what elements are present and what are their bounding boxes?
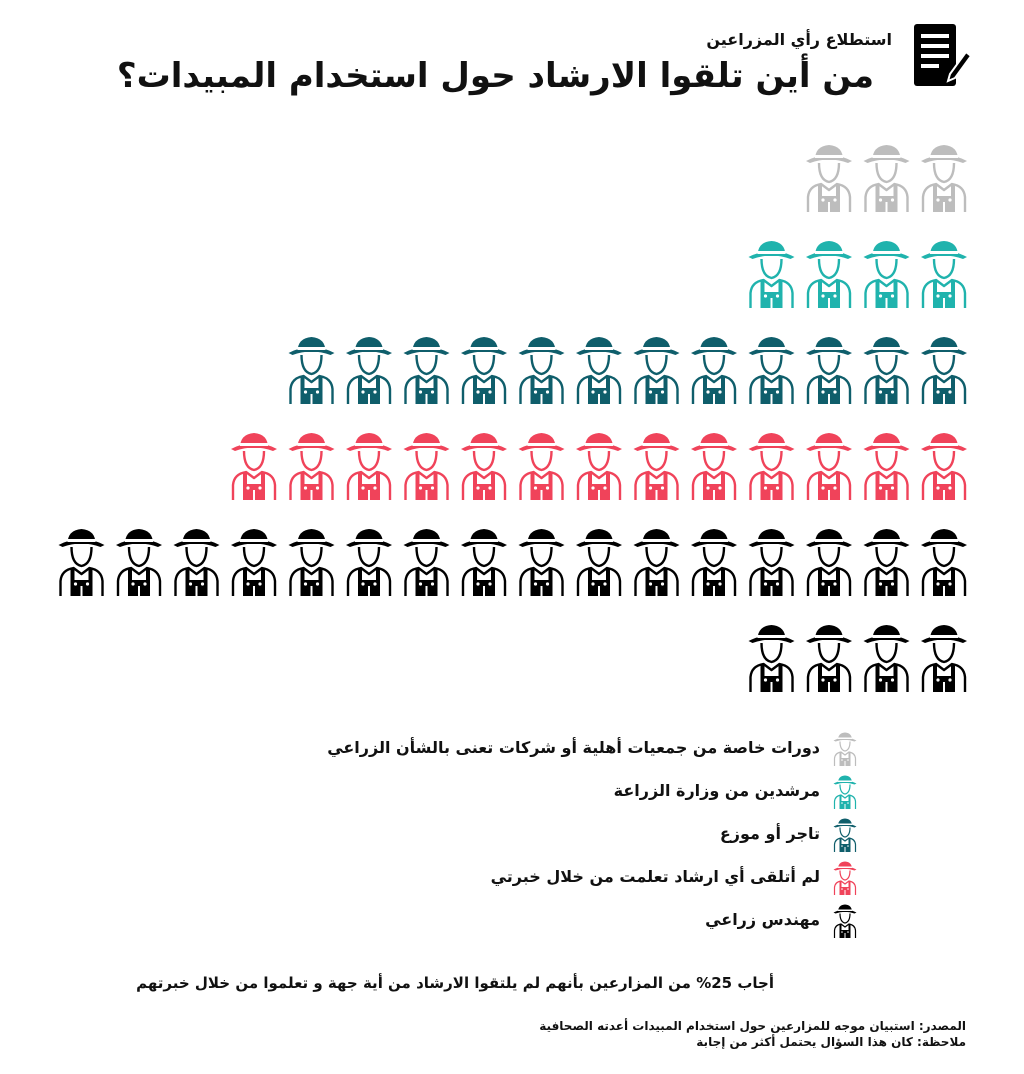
farmer-icon xyxy=(864,625,910,692)
legend-item-no-guidance xyxy=(218,855,858,898)
farmer-icon xyxy=(749,625,795,692)
note-text: أجاب 25% من المزارعين بأنهم لم يلتقوا الارشاد من أية جهة و تعلموا من خلال خبرتهم xyxy=(136,974,774,992)
legend-label: مرشدين من وزارة الزراعة xyxy=(613,781,820,800)
source-line: المصدر: استبيان موجه للمزارعين حول استخدام المبيدات أعدته الصحافية xyxy=(539,1019,966,1033)
farmer-icon xyxy=(519,337,565,404)
farmer-icon xyxy=(806,337,852,404)
farmer-icon xyxy=(749,337,795,404)
farmer-icon xyxy=(289,337,335,404)
legend-item-dealer xyxy=(218,812,858,855)
farmer-icon xyxy=(749,433,795,500)
farmer-icon xyxy=(806,625,852,692)
farmer-icon xyxy=(921,433,967,500)
farmer-icon xyxy=(921,529,967,596)
farmer-icon xyxy=(519,433,565,500)
legend-item-ministry xyxy=(218,769,858,812)
farmer-icon xyxy=(806,529,852,596)
farmer-icon xyxy=(634,433,680,500)
legend xyxy=(218,726,858,941)
farmer-icon xyxy=(921,145,967,212)
farmer-icon xyxy=(691,337,737,404)
legend-label: مهندس زراعي xyxy=(705,910,820,929)
farmer-icon xyxy=(691,529,737,596)
farmer-icon xyxy=(832,814,858,854)
farmer-icon xyxy=(864,145,910,212)
farmer-icon xyxy=(346,433,392,500)
legend-label: تاجر أو موزع xyxy=(719,824,820,843)
page-title: من أين تلقوا الارشاد حول استخدام المبيدات؟ xyxy=(116,56,874,96)
farmer-icon xyxy=(691,433,737,500)
farmer-icon xyxy=(921,241,967,308)
farmer-icon xyxy=(461,337,507,404)
farmer-icon xyxy=(832,771,858,811)
farmer-icon xyxy=(346,337,392,404)
farmer-icon xyxy=(864,241,910,308)
farmer-icon xyxy=(921,337,967,404)
farmer-icon xyxy=(174,529,220,596)
farmer-icon xyxy=(832,900,858,940)
subtitle: استطلاع رأي المزراعين xyxy=(706,30,892,49)
farmer-icon xyxy=(749,241,795,308)
legend-label: دورات خاصة من جمعيات أهلية أو شركات تعنى بالشأن الزراعي xyxy=(327,738,820,757)
note-line: ملاحظة: كان هذا السؤال يحتمل أكثر من إجابة xyxy=(696,1035,966,1049)
farmer-icon xyxy=(576,529,622,596)
farmer-icon xyxy=(404,529,450,596)
farmer-icon xyxy=(864,529,910,596)
farmer-icon xyxy=(921,625,967,692)
source-text xyxy=(539,1018,966,1050)
farmer-icon xyxy=(231,433,277,500)
document-pen-icon xyxy=(912,22,972,88)
farmer-icon xyxy=(806,241,852,308)
legend-item-courses xyxy=(218,726,858,769)
farmer-icon xyxy=(461,433,507,500)
legend-item-engineer xyxy=(218,898,858,941)
legend-label: لم أتلقى أي ارشاد تعلمت من خلال خبرتي xyxy=(490,867,820,886)
farmer-icon xyxy=(634,337,680,404)
farmer-icon xyxy=(749,529,795,596)
farmer-icon xyxy=(832,728,858,768)
farmer-icon xyxy=(404,337,450,404)
farmer-icon xyxy=(231,529,277,596)
farmer-icon xyxy=(576,337,622,404)
farmer-icon xyxy=(576,433,622,500)
farmer-icon xyxy=(634,529,680,596)
farmer-icon xyxy=(806,145,852,212)
farmer-icon xyxy=(806,433,852,500)
farmer-icon xyxy=(289,529,335,596)
farmer-icon xyxy=(116,529,162,596)
farmer-icon xyxy=(864,433,910,500)
farmer-icon xyxy=(519,529,565,596)
farmer-icon xyxy=(59,529,105,596)
farmer-icon xyxy=(832,857,858,897)
farmer-icon xyxy=(289,433,335,500)
farmer-icon xyxy=(404,433,450,500)
farmer-icon xyxy=(346,529,392,596)
pictogram-chart xyxy=(0,140,1024,720)
farmer-icon xyxy=(864,337,910,404)
farmer-icon xyxy=(461,529,507,596)
